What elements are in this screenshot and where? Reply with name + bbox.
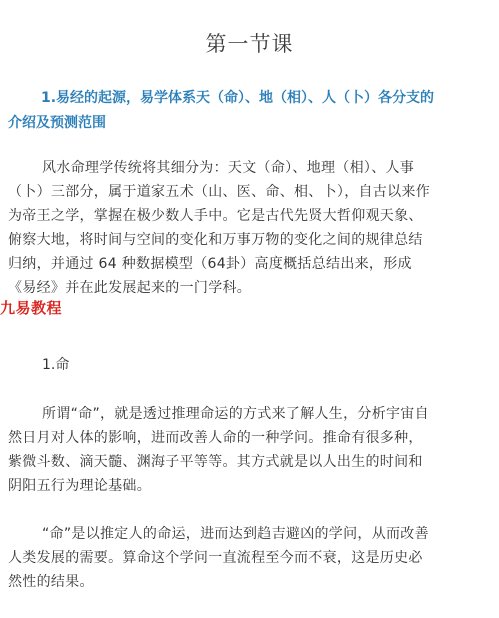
paragraph-ming-definition: 所谓“命”，就是透过推理命运的方式来了解人生，分析宇宙自然日月对人体的影响，进而改善人命的一种学问。推命有很多种，紫微斗数、滴天髓、渊海子平等等。其方式就是以人出生的时间和阴阳五行为理论基础。	[8, 406, 429, 494]
page-title: 第一节课	[205, 32, 294, 56]
sub-heading-ming: 1.命	[42, 357, 70, 373]
watermark-logo: 九易教程	[0, 299, 63, 317]
paragraph-intro: 风水命理学传统将其细分为：天文（命）、地理（相）、人事（卜）三部分，属于道家五术（山、医、命、相、卜），自古以来作为帝王之学，掌握在极少数人手中。它是古代先贤大哲仰观天象、俯察大地，将时间与空间的变化和万事万物的变化之间的规律总结归纳，并通过 64 种数据模型（64卦）高度概括总结出来，形成《易经》并在此发展起来的一门学科。	[8, 160, 430, 296]
paragraph-ming-purpose: “命”是以推定人的命运，进而达到趋吉避凶的学问，从而改善人类发展的需要。算命这个学问一直流程至今而不衰，这是历史必然性的结果。	[8, 526, 429, 590]
section-heading: 1.易经的起源，易学体系天（命）、地（相）、人（卜）各分支的介绍及预测范围	[8, 90, 435, 131]
